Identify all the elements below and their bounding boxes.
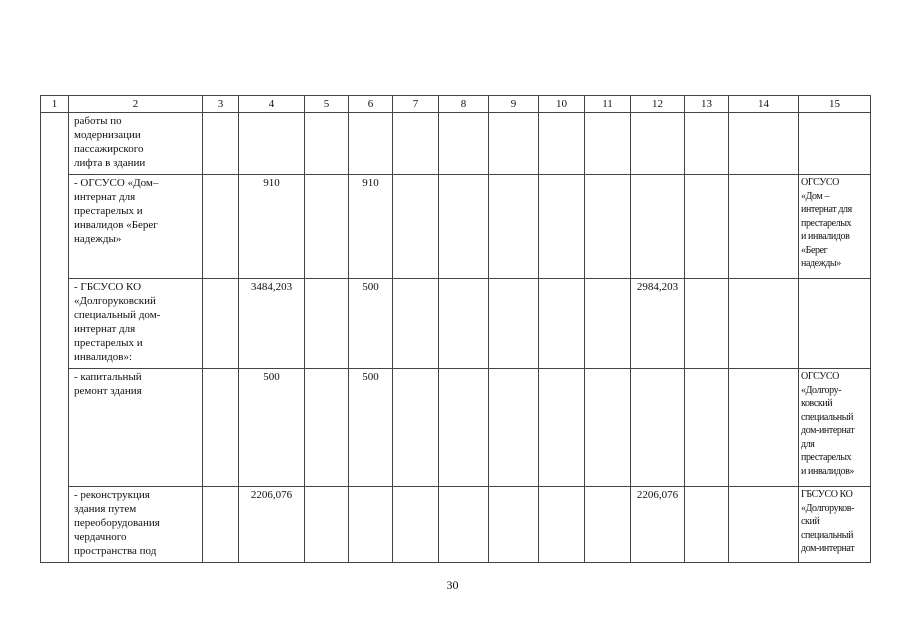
table-row: [41, 113, 871, 175]
col-header-13: 13: [685, 96, 729, 113]
col-header-6: 6: [349, 96, 393, 113]
value-col-4: [239, 113, 305, 175]
value-col-4: 3484,203: [239, 279, 305, 369]
value-col-12: [631, 369, 685, 487]
value-col-12: [631, 113, 685, 175]
col-header-10: 10: [539, 96, 585, 113]
value-col-4: 2206,076: [239, 487, 305, 563]
description-cell: - ОГСУСО «Дом– интернат для престарелых и инвалидов «Берег надежды»: [69, 175, 203, 279]
value-col-4: 910: [239, 175, 305, 279]
page-number: 30: [446, 578, 459, 592]
value-col-12: [631, 175, 685, 279]
column-number-row: [41, 96, 871, 113]
value-col-4: 500: [239, 369, 305, 487]
description-cell: - капитальный ремонт здания: [69, 369, 203, 487]
value-col-6: 910: [349, 175, 393, 279]
col-header-8: 8: [439, 96, 489, 113]
value-col-6: [349, 113, 393, 175]
row-number-cell: [41, 113, 69, 563]
value-col-12: 2206,076: [631, 487, 685, 563]
value-col-6: [349, 487, 393, 563]
organization-cell: [799, 113, 871, 175]
description-cell: - ГБСУСО КО «Долгоруковский специальный дом- интернат для престарелых и инвалидов»:: [69, 279, 203, 369]
value-col-12: 2984,203: [631, 279, 685, 369]
table-row: [41, 175, 871, 279]
organization-cell: ОГСУСО «Дом – интернат для престарелых и инвалидов «Берег надежды»: [799, 175, 871, 279]
description-cell: работы по модернизации пассажирского лифта в здании: [69, 113, 203, 175]
col-header-3: 3: [203, 96, 239, 113]
organization-cell: ОГСУСО «Долгору- ковский специальный дом-интернат для престарелых и инвалидов»: [799, 369, 871, 487]
col-header-15: 15: [799, 96, 871, 113]
organization-cell: ГБСУСО КО «Долгоруков- ский специальный дом-интернат: [799, 487, 871, 563]
value-col-6: 500: [349, 279, 393, 369]
organization-cell: [799, 279, 871, 369]
col-header-4: 4: [239, 96, 305, 113]
col-header-7: 7: [393, 96, 439, 113]
col-header-14: 14: [729, 96, 799, 113]
table-row: [41, 369, 871, 487]
description-cell: - реконструкция здания путем переоборудования чердачного пространства под: [69, 487, 203, 563]
financing-table: [40, 95, 871, 563]
document-table-wrapper: [40, 95, 871, 563]
table-row: [41, 487, 871, 563]
table-row: [41, 279, 871, 369]
col-header-2: 2: [69, 96, 203, 113]
col-header-5: 5: [305, 96, 349, 113]
value-col-6: 500: [349, 369, 393, 487]
col-header-12: 12: [631, 96, 685, 113]
col-header-11: 11: [585, 96, 631, 113]
col-header-9: 9: [489, 96, 539, 113]
col-header-1: 1: [41, 96, 69, 113]
